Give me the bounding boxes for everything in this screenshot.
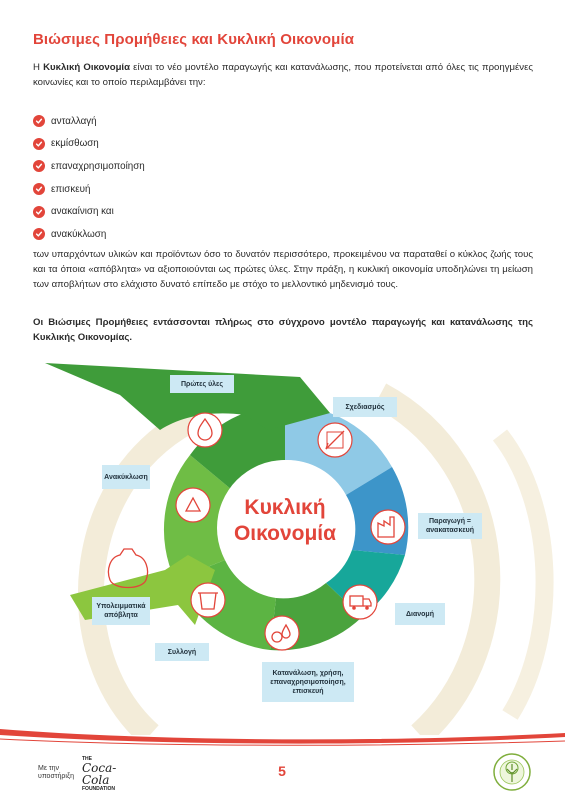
bullet-item bbox=[33, 223, 145, 246]
intro-post: είναι το νέο μοντέλο παραγωγής και κατανάλωσης, που προτείνεται από όλες τις προηγμένες κοινωνίες και το οποίο περιλαμβάνει την: bbox=[33, 62, 534, 88]
truck-icon bbox=[343, 585, 377, 619]
intro-paragraph bbox=[33, 61, 533, 91]
bullet-text: επισκευή bbox=[51, 183, 91, 195]
bullet-list bbox=[33, 110, 145, 246]
label-design: Σχεδιασμός bbox=[333, 397, 397, 417]
bold-statement: Οι Βιώσιμες Προμήθειες εντάσσονται πλήρως στο σύγχρονο μοντέλο παραγωγής και κατανάλωσης της Κυκλικής Οικονομίας. bbox=[33, 317, 533, 343]
bullet-item bbox=[33, 155, 145, 178]
page-title: Βιώσιμες Προμήθειες και Κυκλική Οικονομία bbox=[33, 31, 355, 48]
body-paragraph: των υπαρχόντων υλικών και προϊόντων όσο το δυνατόν περισσότερο, προκειμένου να παραταθεί ο κύκλος ζωής τους και τα όποια «απόβλητα» να αξιοποιούνται ως πρώτες ύλες. Στην πράξη, η κυκλική οικονομία υποδηλώνει τη μείωση των αποβλήτων στο ελάχιστο δυνατό επίπεδο με στόχο το μελλοντικό μηδενισμό τους. bbox=[33, 249, 533, 290]
check-icon bbox=[33, 138, 45, 150]
bullet-text: επαναχρησιμοποίηση bbox=[51, 160, 145, 172]
coca-cola-foundation-logo bbox=[82, 756, 138, 790]
center-title bbox=[205, 495, 365, 547]
check-icon bbox=[33, 183, 45, 195]
collection-bin-icon bbox=[191, 583, 225, 617]
raw-materials-icon bbox=[188, 413, 222, 447]
design-icon bbox=[318, 423, 352, 457]
label-production: Παραγωγή = ανακατασκευή bbox=[418, 513, 482, 539]
label-distribution: Διανομή bbox=[395, 603, 445, 625]
logo-top-word: THE bbox=[82, 756, 92, 762]
bullet-item bbox=[33, 200, 145, 223]
footer-wave bbox=[0, 727, 565, 749]
check-icon bbox=[33, 228, 45, 240]
intro-pre: Η bbox=[33, 62, 44, 73]
support-label: Με την υποστήριξη bbox=[38, 765, 74, 780]
bullet-text: ανακύκλωση bbox=[51, 228, 107, 240]
check-icon bbox=[33, 115, 45, 127]
consumption-icon bbox=[265, 616, 299, 650]
label-recycling: Ανακύκλωση bbox=[102, 465, 150, 489]
support-text bbox=[38, 765, 76, 781]
label-residual-waste: Υπολειμματικά απόβλητα bbox=[92, 597, 150, 625]
bullet-text: ανακαίνιση και bbox=[51, 206, 114, 218]
logo-script: Coca-Cola bbox=[82, 761, 117, 787]
logo-bottom-word: FOUNDATION bbox=[82, 786, 115, 792]
intro-bold-term: Κυκλική Οικονομία bbox=[43, 62, 131, 73]
label-collection: Συλλογή bbox=[155, 643, 209, 661]
bullet-text: ανταλλαγή bbox=[51, 115, 97, 127]
organization-seal-logo bbox=[492, 752, 532, 792]
bullet-item bbox=[33, 110, 145, 133]
page-number: 5 bbox=[278, 763, 286, 779]
label-consumption: Κατανάλωση, χρήση, επαναχρησιμοποίηση, επισκευή bbox=[262, 662, 354, 702]
circular-economy-diagram bbox=[0, 355, 565, 735]
factory-icon bbox=[371, 510, 405, 544]
bullet-text: εκμίσθωση bbox=[51, 138, 99, 150]
background-arc bbox=[500, 435, 545, 715]
center-title-line1: Κυκλική bbox=[244, 496, 326, 519]
check-icon bbox=[33, 206, 45, 218]
label-raw-materials: Πρώτες ύλες bbox=[170, 375, 234, 393]
bullet-item bbox=[33, 178, 145, 201]
check-icon bbox=[33, 160, 45, 172]
center-title-line2: Οικονομία bbox=[233, 522, 337, 545]
bullet-item bbox=[33, 133, 145, 156]
